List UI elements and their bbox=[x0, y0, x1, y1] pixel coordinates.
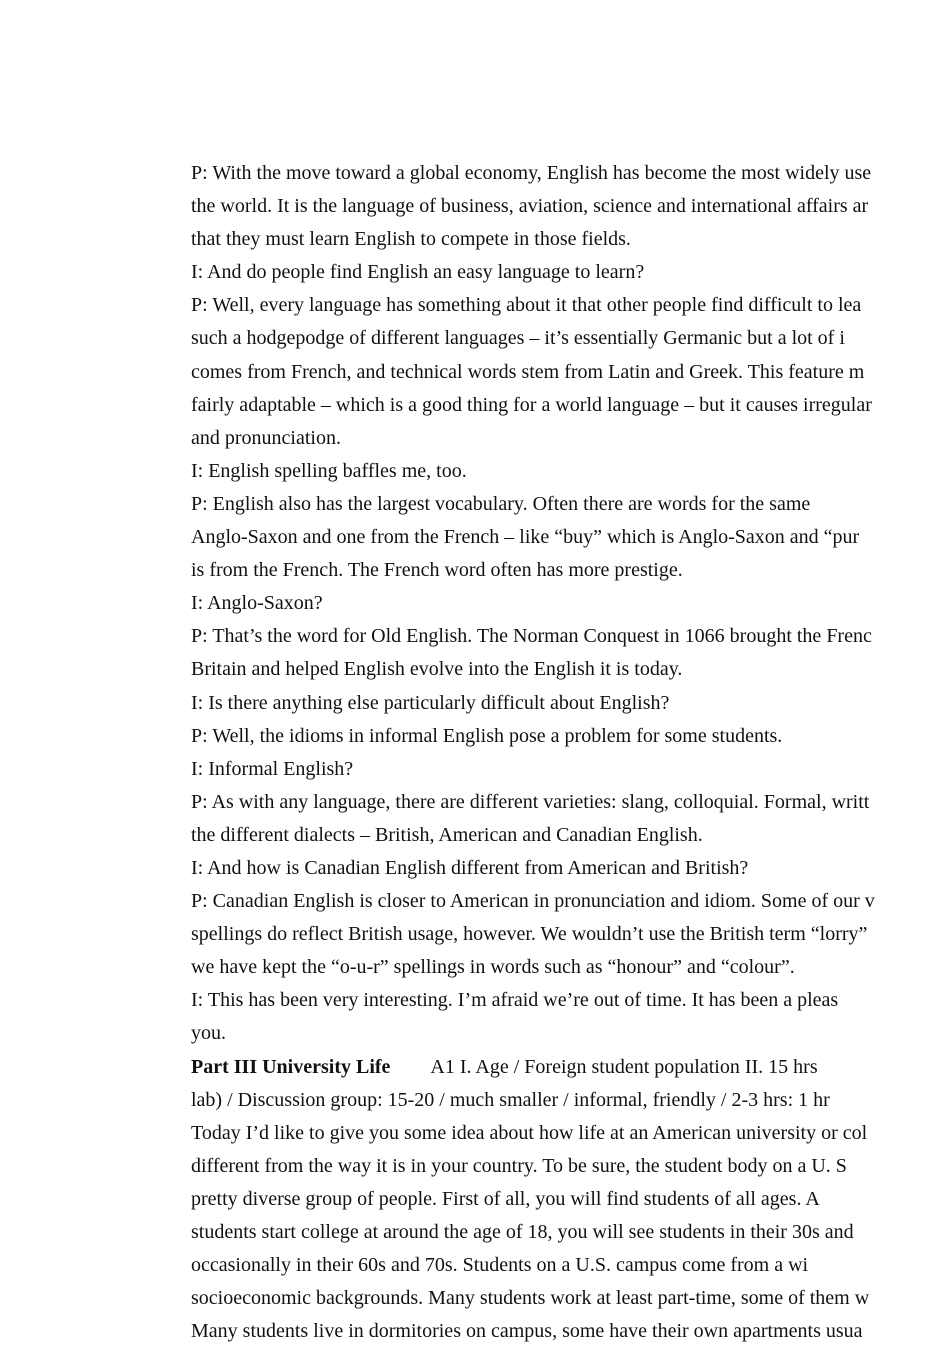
transcript-line: such a hodgepodge of different languages – it’s essentially Germanic but a lot of i bbox=[191, 327, 845, 350]
transcript-line: Anglo-Saxon and one from the French – like “buy” which is Anglo-Saxon and “pur bbox=[191, 526, 860, 549]
transcript-line: I: Informal English? bbox=[191, 757, 354, 780]
part-three-heading-line bbox=[191, 1051, 950, 1084]
transcript-line: I: Is there anything else particularly difficult about English? bbox=[191, 691, 670, 714]
body-line: socioeconomic backgrounds. Many students work at least part-time, some of them w bbox=[191, 1287, 870, 1310]
transcript-line: the different dialects – British, American and Canadian English. bbox=[191, 823, 703, 846]
transcript-line: I: This has been very interesting. I’m afraid we’re out of time. It has been a pleas bbox=[191, 989, 839, 1012]
transcript-line: that they must learn English to compete in those fields. bbox=[191, 228, 631, 251]
transcript-line: spellings do reflect British usage, however. We wouldn’t use the British term “lorry” bbox=[191, 923, 868, 946]
transcript-line: fairly adaptable – which is a good thing for a world language – but it causes irregular bbox=[191, 393, 872, 416]
transcript-line: I: Anglo-Saxon? bbox=[191, 592, 323, 615]
transcript-line: P: Canadian English is closer to American in pronunciation and idiom. Some of our v bbox=[191, 890, 875, 913]
section-heading: Part III University Life bbox=[191, 1055, 391, 1078]
body-line: occasionally in their 60s and 70s. Students on a U.S. campus come from a wi bbox=[191, 1254, 809, 1277]
transcript-line: comes from French, and technical words stem from Latin and Greek. This feature m bbox=[191, 360, 865, 383]
transcript-line: P: Well, every language has something about it that other people find difficult to lea bbox=[191, 294, 862, 317]
part-three-section bbox=[191, 1051, 950, 1348]
transcript-line: Britain and helped English evolve into the English it is today. bbox=[191, 658, 683, 681]
transcript-line: P: That’s the word for Old English. The Norman Conquest in 1066 brought the Frenc bbox=[191, 625, 872, 648]
body-line: students start college at around the age of 18, you will see students in their 30s and bbox=[191, 1221, 854, 1243]
transcript-line: P: Well, the idioms in informal English pose a problem for some students. bbox=[191, 724, 783, 747]
answer-key: A1 I. Age / Foreign student population II. 15 hrs bbox=[430, 1055, 818, 1078]
transcript-line: the world. It is the language of business, aviation, science and international affairs ar bbox=[191, 195, 869, 218]
body-line: different from the way it is in your country. To be sure, the student body on a U. S bbox=[191, 1154, 847, 1177]
transcript-line: P: As with any language, there are different varieties: slang, colloquial. Formal, writt bbox=[191, 790, 870, 813]
transcript-line: I: English spelling baffles me, too. bbox=[191, 459, 467, 482]
transcript-line: P: English also has the largest vocabulary. Often there are words for the same bbox=[191, 492, 811, 515]
body-line: pretty diverse group of people. First of all, you will find students of all ages. A bbox=[191, 1187, 820, 1210]
transcript-line: I: And how is Canadian English different from American and British? bbox=[191, 856, 749, 879]
body-line: Today I’d like to give you some idea about how life at an American university or col bbox=[191, 1121, 868, 1144]
transcript-line: is from the French. The French word often has more prestige. bbox=[191, 559, 683, 582]
transcript-line: you. bbox=[191, 1022, 226, 1045]
transcript-line: we have kept the “o-u-r” spellings in words such as “honour” and “colour”. bbox=[191, 956, 795, 979]
transcript-line: and pronunciation. bbox=[191, 426, 341, 449]
transcript bbox=[191, 157, 950, 1051]
transcript-line: I: And do people find English an easy language to learn? bbox=[191, 261, 645, 284]
answer-key-continuation: lab) / Discussion group: 15-20 / much smaller / informal, friendly / 2-3 hrs: 1 hr bbox=[191, 1088, 830, 1111]
transcript-line: P: With the move toward a global economy, English has become the most widely use bbox=[191, 162, 872, 184]
body-line: Many students live in dormitories on campus, some have their own apartments usua bbox=[191, 1320, 863, 1343]
document-page bbox=[191, 157, 950, 1348]
